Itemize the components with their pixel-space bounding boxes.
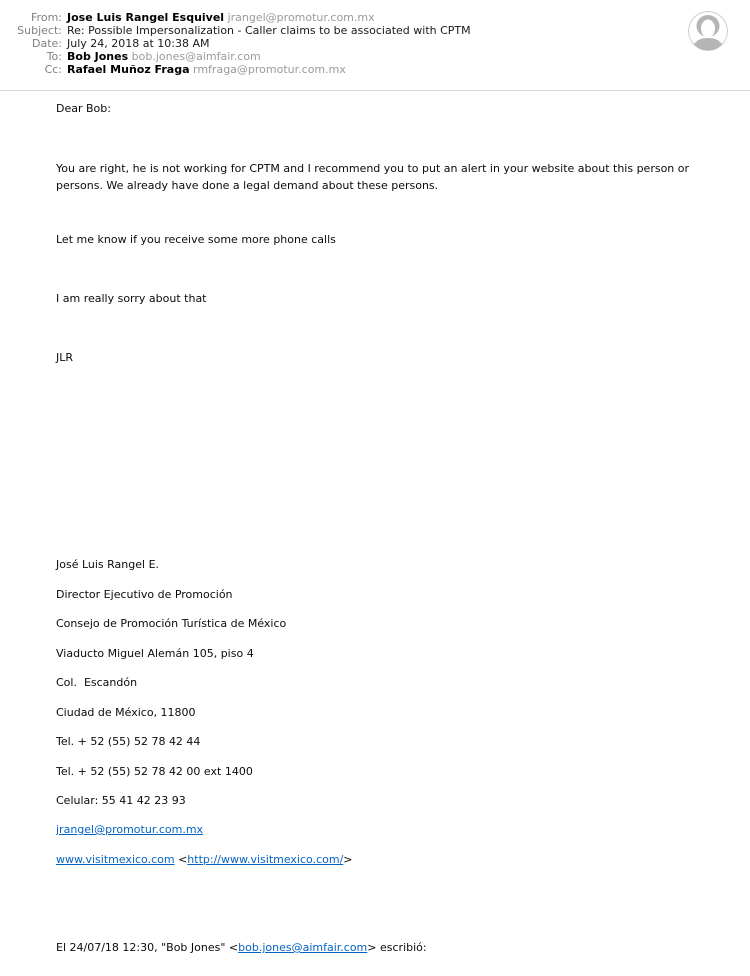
- signoff-initials: JLR: [56, 351, 74, 364]
- signature-website-line: [56, 853, 353, 867]
- from-label: From:: [31, 11, 62, 24]
- subject-row: [0, 24, 750, 37]
- cc-name: Rafael Muñoz Fraga: [67, 63, 190, 76]
- to-row: [0, 50, 750, 63]
- date-label: Date:: [32, 37, 62, 50]
- date-value: July 24, 2018 at 10:38 AM: [67, 37, 210, 50]
- quote-prefix: El 24/07/18 12:30, "Bob Jones" <: [56, 941, 239, 954]
- message-header: [0, 11, 750, 76]
- website-url-link[interactable]: http://www.visitmexico.com/: [187, 853, 344, 866]
- header-divider: [0, 90, 750, 91]
- signature-mobile: Celular: 55 41 42 23 93: [56, 794, 186, 807]
- signature-email-link[interactable]: jrangel@promotur.com.mx: [56, 823, 204, 836]
- from-value: [62, 11, 375, 24]
- website-link[interactable]: www.visitmexico.com: [56, 853, 175, 866]
- quote-email-link[interactable]: bob.jones@aimfair.com: [238, 941, 368, 954]
- signature-organization: Consejo de Promoción Turística de México: [56, 617, 287, 630]
- to-value: [62, 50, 261, 63]
- to-name: Bob Jones: [67, 50, 129, 63]
- subject-value: Re: Possible Impersonalization - Caller claims to be associated with CPTM: [67, 24, 471, 37]
- from-row: [0, 11, 750, 24]
- date-row: [0, 37, 750, 50]
- body-paragraph-3: I am really sorry about that: [56, 292, 207, 305]
- body-paragraph-2: Let me know if you receive some more phone calls: [56, 233, 336, 246]
- to-label: To:: [46, 50, 62, 63]
- signature-address-street: Viaducto Miguel Alemán 105, piso 4: [56, 647, 254, 660]
- cc-value: [62, 63, 346, 76]
- person-silhouette-icon: [688, 11, 728, 51]
- body-paragraph-1: You are right, he is not working for CPTM and I recommend you to put an alert in your website about this person or persons. We already have done a legal demand about these persons.: [56, 162, 690, 192]
- signature-phone-2: Tel. + 52 (55) 52 78 42 00 ext 1400: [56, 765, 253, 778]
- signature-address-city: Ciudad de México, 11800: [56, 706, 196, 719]
- to-email: bob.jones@aimfair.com: [131, 50, 261, 63]
- quoted-reply-header: [56, 941, 427, 955]
- signature-phone-1: Tel. + 52 (55) 52 78 42 44: [56, 735, 201, 748]
- quote-suffix: > escribió:: [367, 941, 427, 954]
- signature-title: Director Ejecutivo de Promoción: [56, 588, 233, 601]
- cc-email: rmfraga@promotur.com.mx: [193, 63, 346, 76]
- website-close-bracket: >: [343, 853, 353, 866]
- from-name: Jose Luis Rangel Esquivel: [67, 11, 225, 24]
- salutation: Dear Bob:: [56, 102, 111, 115]
- signature-address-colonia: Col. Escandón: [56, 676, 138, 689]
- signature-name: José Luis Rangel E.: [56, 558, 160, 571]
- website-open-bracket: <: [174, 853, 188, 866]
- sender-avatar: [688, 11, 728, 51]
- subject-label: Subject:: [17, 24, 62, 37]
- cc-row: [0, 63, 750, 76]
- cc-label: Cc:: [44, 63, 62, 76]
- signature-email-line: [56, 823, 203, 837]
- from-email: jrangel@promotur.com.mx: [227, 11, 375, 24]
